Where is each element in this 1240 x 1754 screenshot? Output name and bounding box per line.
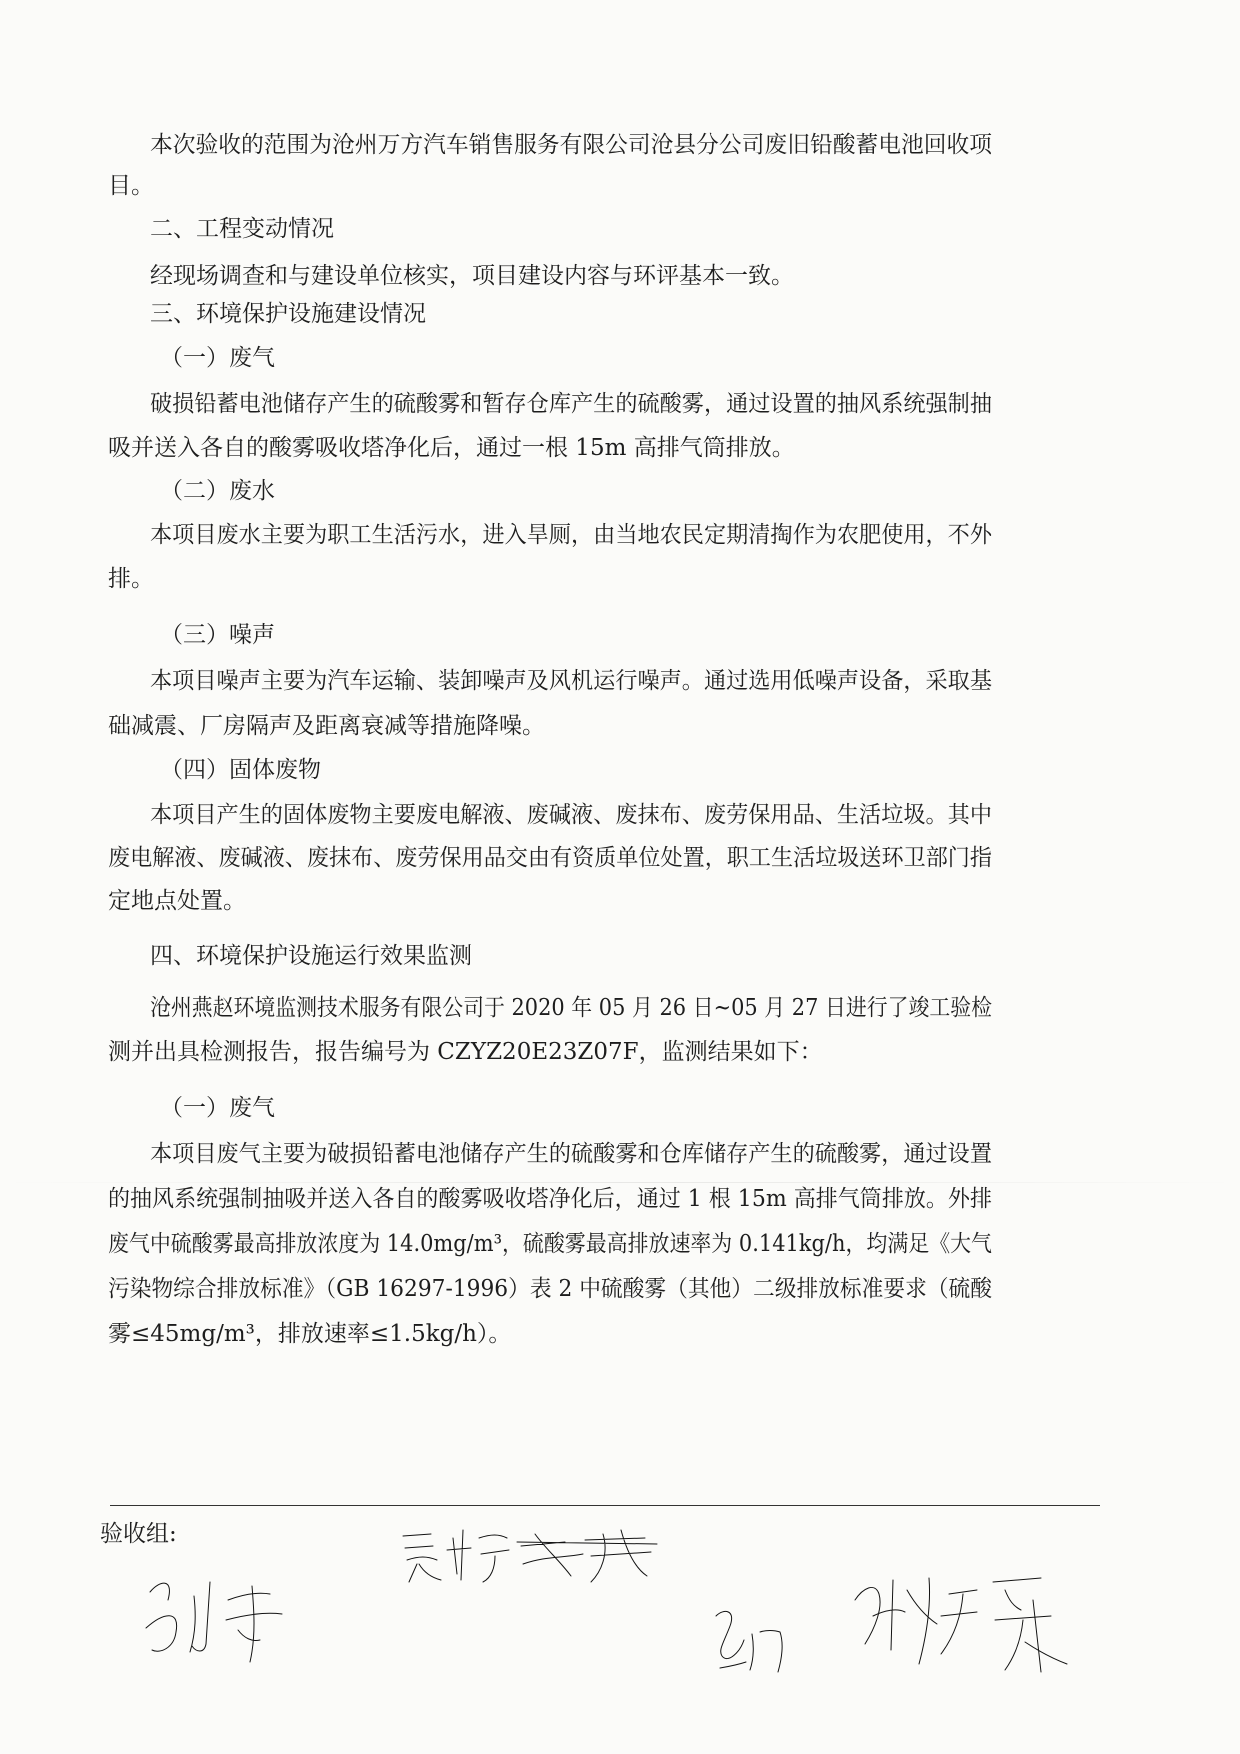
- paragraph-line-text: 测并出具检测报告，报告编号为 CZYZ20E23Z07F，监测结果如下：: [108, 1039, 823, 1065]
- paragraph-line-text: 本项目废水主要为职工生活污水，进入旱厕，由当地农民定期清掏作为农肥使用，不外: [150, 522, 992, 548]
- subsection-heading: [160, 620, 1240, 650]
- subsection-heading: [160, 476, 1240, 506]
- paragraph-line: [150, 1139, 1240, 1169]
- paragraph-line: [108, 171, 1240, 201]
- signature-4: [845, 1560, 1075, 1690]
- paragraph-line: [150, 800, 1240, 830]
- paragraph-line-text: 的抽风系统强制抽吸并送入各自的酸雾吸收塔净化后，通过 1 根 15m 高排气筒排放。外排: [108, 1186, 992, 1212]
- paragraph-line: [108, 1037, 1240, 1067]
- signature-1: [140, 1570, 310, 1670]
- subsection-heading: [160, 343, 1240, 373]
- paragraph-line-text: 本项目产生的固体废物主要废电解液、废碱液、废抹布、废劳保用品、生活垃圾。其中: [150, 802, 992, 828]
- paragraph-line-text: 础减震、厂房隔声及距离衰减等措施降噪。: [108, 713, 545, 739]
- paragraph-line: [108, 1229, 1240, 1259]
- paragraph-line-text: 破损铅蓄电池储存产生的硫酸雾和暂存仓库产生的硫酸雾，通过设置的抽风系统强制抽: [150, 391, 992, 417]
- group-label: 验收组:: [100, 1521, 177, 1547]
- signature-2: [395, 1520, 665, 1590]
- paragraph-line: [108, 1184, 1240, 1214]
- paragraph-line-text: 雾≤45mg/m³，排放速率≤1.5kg/h）。: [108, 1321, 512, 1347]
- paragraph-line: [150, 130, 1240, 160]
- paragraph-line-text: 本项目废气主要为破损铅蓄电池储存产生的硫酸雾和仓库储存产生的硫酸雾，通过设置: [150, 1141, 992, 1167]
- section-heading: [150, 299, 1240, 329]
- paragraph-line-text: 排。: [108, 566, 154, 592]
- section-heading: [150, 941, 1240, 971]
- subsection-heading: [160, 1093, 1240, 1123]
- subsection-heading-text: （一）废气: [160, 345, 275, 371]
- subsection-heading-text: （二）废水: [160, 478, 275, 504]
- paragraph-line-text: 本次验收的范围为沧州万方汽车销售服务有限公司沧县分公司废旧铅酸蓄电池回收项: [150, 132, 992, 158]
- paragraph-line-text: 本项目噪声主要为汽车运输、装卸噪声及风机运行噪声。通过选用低噪声设备，采取基: [150, 668, 992, 694]
- section-heading: [150, 214, 1240, 244]
- paragraph-line: [108, 564, 1240, 594]
- paragraph-line: [108, 711, 1240, 741]
- subsection-heading-text: （三）噪声: [160, 622, 275, 648]
- paragraph-line: [108, 1319, 1240, 1349]
- paragraph-line-text: 废气中硫酸雾最高排放浓度为 14.0mg/m³，硫酸雾最高排放速率为 0.141kg/h，均满足《大气: [108, 1231, 992, 1257]
- paragraph-line-text: 污染物综合排放标准》（GB 16297-1996）表 2 中硫酸雾（其他）二级排放标准要求（硫酸: [108, 1276, 992, 1302]
- paragraph-line: [150, 389, 1240, 419]
- paragraph-line: [150, 666, 1240, 696]
- section-heading-text: 三、环境保护设施建设情况: [150, 301, 426, 327]
- paragraph-line: [150, 261, 1240, 291]
- subsection-heading-text: （一）废气: [160, 1095, 275, 1121]
- paragraph-line-text: 废电解液、废碱液、废抹布、废劳保用品交由有资质单位处置，职工生活垃圾送环卫部门指: [108, 845, 992, 871]
- paragraph-line-text: 吸并送入各自的酸雾吸收塔净化后，通过一根 15m 高排气筒排放。: [108, 435, 795, 461]
- paragraph-line: [108, 433, 1240, 463]
- section-heading-text: 二、工程变动情况: [150, 216, 334, 242]
- paragraph-line: [108, 1274, 1240, 1304]
- paragraph-line-text: 经现场调查和与建设单位核实，项目建设内容与环评基本一致。: [150, 263, 794, 289]
- scan-crease: [0, 1182, 1240, 1183]
- paragraph-line: [108, 843, 1240, 873]
- paragraph-line: [108, 886, 1240, 916]
- subsection-heading: [160, 755, 1240, 785]
- signature-3: [700, 1596, 800, 1686]
- paragraph-line-text: 沧州燕赵环境监测技术服务有限公司于 2020 年 05 月 26 日~05 月 27 日进行了竣工验检: [150, 995, 992, 1021]
- paragraph-line: [150, 993, 1240, 1023]
- paragraph-line-text: 定地点处置。: [108, 888, 246, 914]
- paragraph-line: [150, 520, 1240, 550]
- section-heading-text: 四、环境保护设施运行效果监测: [150, 943, 472, 969]
- paragraph-line-text: 目。: [108, 173, 154, 199]
- signature-rule: [110, 1505, 1100, 1506]
- subsection-heading-text: （四）固体废物: [160, 757, 321, 783]
